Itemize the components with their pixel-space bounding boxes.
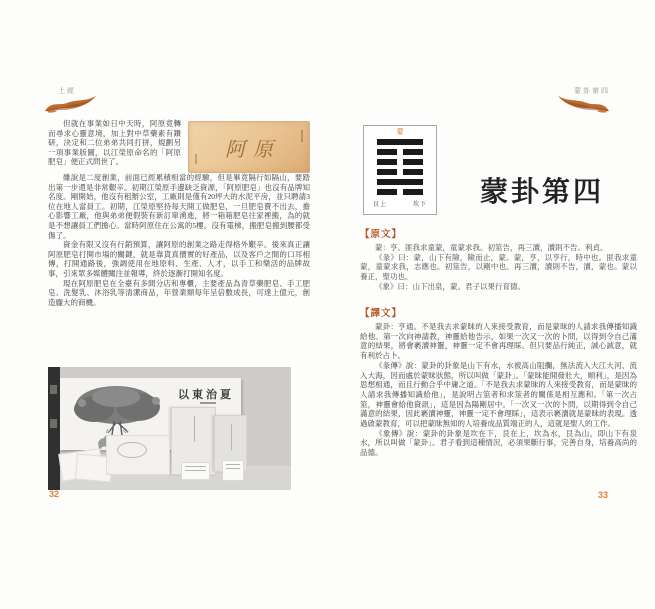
sign-side-mark — [195, 154, 197, 164]
chapter-title: 蒙卦第四 — [480, 177, 605, 208]
paragraph: 資金有限又沒有行銷預算，讓阿原的創業之路走得格外艱辛。後來真正讓阿原肥皂打開市場的關鍵，就是靠貨真價實的好產品，以及客戶之間的口耳相傳，打開通路後，強調使用在地原料、生產、人才，以手工和樂活的品牌故事，引來眾多媒體關注並報導，終於逐漸打開知名度。 — [48, 240, 310, 278]
section-heading: 【原文】 — [360, 230, 403, 240]
paragraph: 《象傳》說：蒙卦的卦象是坎在下，艮在上，坎為水，艮為山，即山下有泉水，所以叫做「蒙卦」。君子看到這種情況，必須果斷行事，完善自身，培養高尚的品德。 — [360, 428, 637, 458]
section-original-text — [360, 226, 637, 292]
running-header-right — [360, 86, 637, 119]
hexagram-figure — [363, 125, 437, 215]
sign-side-mark — [301, 130, 303, 142]
paragraph: 蒙：亨。匪我求童蒙，童蒙求我。初筮告，再三瀆，瀆則不告。利貞。 — [375, 243, 608, 252]
hexagram-line-broken — [377, 189, 423, 195]
trigram-labels — [364, 199, 436, 208]
paragraph: 《彖傳》說：蒙卦的卦象是山下有水，水被高山阻攔，無法流入大江大河、流入大海，因而處於蒙昧狀態，所以叫做「蒙卦」。「蒙昧能開發壯大，順利」，是因為思想相通，而且行動合乎中庸之道。「不是我去求蒙昧的人來接受教育，而是蒙昧的人請求我傳播知識給他」，是說明占筮者和求筮者的關係是相互應和。「第一次占筮，神靈會給他資訊」，這是因為陽剛居中。「一次又一次的卜問，以期得到令自己滿意的結果，因此褻瀆神靈，神靈一定不會理睬」，這表示褻瀆就是蒙昧的表現。透過啟蒙教育，可以把蒙昧無知的人培養成品質端正的人，這就是聖人的工作。 — [360, 360, 637, 429]
running-header-left — [48, 86, 310, 119]
page-number-left: 32 — [49, 489, 60, 499]
store-display-photo — [48, 367, 291, 490]
open-booklet — [106, 435, 170, 475]
hexagram-lines — [364, 139, 436, 195]
hexagram-line-broken — [377, 159, 423, 165]
hexagram-line-broken — [377, 169, 423, 175]
paragraph: 《象》曰：山下出泉，蒙。君子以果行育德。 — [375, 281, 525, 291]
hexagram-line-solid — [377, 179, 423, 185]
section-translation — [360, 305, 637, 458]
box-label-text — [194, 416, 195, 442]
shelf-item — [50, 419, 57, 428]
hexagram-line-broken — [377, 149, 423, 155]
booklet-drawing — [117, 442, 147, 458]
upper-trigram-label: 艮上 — [373, 202, 388, 208]
paragraph-with-figure — [48, 119, 310, 173]
price-card — [181, 462, 210, 480]
page-right — [360, 86, 637, 500]
paragraph: 雖說是二度創業，前面已經累積相當的經驗，但是畢竟隔行如隔山，要踏出第一步還是非常艱辛。初期江榮原手邊缺乏資源，「阿原肥皂」也沒有品牌知名度。剛開始，他沒有租辦公室，工廠則是僅有20坪大的水泥平房，並只聘請3位在地人當員工。初期，江榮原堅持每天開工做肥皂，一旦肥皂賣不出去，擔心影響工廠，他與弟弟便假裝有新訂單湧進，將一箱箱肥皂往家裡搬，為的就是不想讓員工們擔心。當時阿原住在公寓的5樓，沒有電梯，搬肥皂搬到腰都受傷了。 — [48, 173, 310, 240]
running-header-text: 上經 — [58, 87, 76, 95]
box-label-text — [231, 424, 232, 450]
hexagram-seal-character: 蒙 — [396, 128, 404, 136]
paragraph: 但就在事業如日中天時，阿原竟轉而尋求心靈意境，加上對中草藥素有鑽研，決定和二位弟弟共同打拼，規劃另一項事業版圖，以江榮原命名的「阿原肥皂」便正式問世了。 — [48, 119, 181, 167]
photo-shelf-edge — [48, 367, 60, 490]
running-header-text: 蒙卦第四 — [574, 87, 610, 95]
page-number-right: 33 — [598, 490, 609, 500]
wooden-sign-photo — [188, 121, 310, 173]
section-heading: 【譯文】 — [360, 309, 403, 319]
lower-trigram-label: 坎下 — [412, 202, 427, 208]
paragraph: 《彖》曰：蒙，山下有險，險而止，蒙。蒙，亨，以亨行，時中也。匪我求童蒙，童蒙求我，志應也。初筮告，以剛中也。再三瀆，瀆則不告，瀆，蒙也。蒙以養正，聖功也。 — [360, 252, 637, 282]
paragraph: 現在阿原肥皂在全臺有多間分店和專櫃，主要產品為青草藥肥皂、手工肥皂、洗髮乳、沐浴乳等清潔商品，年營業額每年呈倍數成長，可達上億元，創造龐大的商機。 — [48, 278, 310, 307]
sign-calligraphy: 阿原 — [225, 138, 281, 161]
page-left — [48, 86, 310, 499]
hexagram-line-solid — [377, 139, 423, 145]
photo-calligraphy-text: 以東治夏 — [178, 389, 234, 401]
photo-calligraphy-seal — [200, 402, 216, 404]
flourish-ornament-icon — [556, 94, 610, 114]
flourish-ornament-icon — [44, 94, 98, 114]
paragraph: 蒙卦：亨通。不是我去求蒙昧的人來接受教育，而是蒙昧的人請求我傳播知識給他。第一次向神請教，神靈給他告示，如果一次又一次的卜問，以得到令自己滿意的結果，將會褻瀆神靈，神靈一定不會再理睬。但只要品行純正，誠心誠意，就有利於占卜。 — [360, 322, 637, 361]
price-card — [222, 460, 244, 481]
shelf-item — [50, 385, 57, 394]
